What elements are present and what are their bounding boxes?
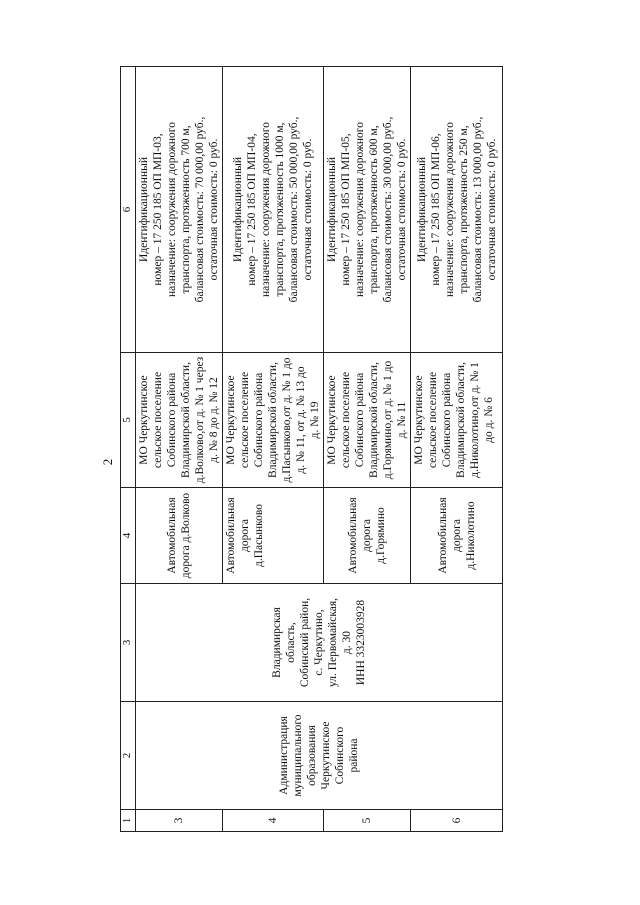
owner-address-cell: [136, 584, 503, 702]
object-name: Автомобильная дорога д.Николотино: [436, 497, 477, 574]
object-location: МО Черкутинское сельское поселение Собинского района Владимирской области, д.Николотино,от д. № 1 до д. № 6: [413, 362, 496, 478]
owner-name: Администрация муниципального образования Черкутинское Собинского района: [278, 714, 361, 797]
object-name-cell: [411, 488, 503, 584]
column-header-5: 5: [121, 353, 136, 488]
object-description: Идентификационный номер – 17 250 185 ОП МП-03, назначение: сооружения дорожного транспорта, протяженность 700 м, балансовая стоимость: 70 000,00 руб., остаточная стоимость: 0 руб.: [138, 116, 221, 303]
column-header-1: 1: [121, 810, 136, 832]
object-name-cell: [324, 488, 411, 584]
object-location-cell: [411, 353, 503, 488]
row-number: 5: [324, 810, 411, 832]
owner-name-cell: [136, 702, 503, 810]
object-description: Идентификационный номер – 17 250 185 ОП МП-06, назначение: сооружения дорожного транспорта, протяженность 250 м, балансовая стоимость: 13 000,00 руб., остаточная стоимость: 0 руб.: [415, 116, 498, 303]
object-name: Автомобильная дорога д.Пасынково: [225, 497, 266, 574]
row-number: 3: [136, 810, 223, 832]
property-register-table: [120, 67, 498, 832]
column-header-6: 6: [121, 67, 136, 353]
column-number-row: [121, 67, 136, 832]
owner-address: Владимирская область, Собинский район, с. Черкутино, ул. Первомайская, д. 30 ИНН 3323003928: [271, 597, 368, 688]
column-header-3: 3: [121, 584, 136, 702]
object-description-cell: [136, 67, 223, 353]
object-location: МО Черкутинское сельское поселение Собинского района Владимирской области, д.Горямино,от д. № 1 до д. № 11: [326, 360, 409, 480]
object-description: Идентификационный номер – 17 250 185 ОП МП-05, назначение: сооружения дорожного транспорта, протяженность 600 м, балансовая стоимость: 30 000,00 руб., остаточная стоимость: 0 руб.: [326, 116, 409, 303]
object-description-cell: [411, 67, 503, 353]
page-number: 2: [100, 458, 115, 466]
object-location: МО Черкутинское сельское поселение Собинского района Владимирской области, д.Волково,от д. № 1 через д. № 8 до д. № 12: [138, 356, 221, 484]
object-name: Автомобильная дорога д.Горямино: [347, 497, 388, 574]
object-location-cell: [136, 353, 223, 488]
object-location-cell: [223, 353, 324, 488]
table-row-3: [136, 67, 223, 832]
object-name-cell: [223, 488, 324, 584]
object-name-cell: [136, 488, 223, 584]
object-location-cell: [324, 353, 411, 488]
column-header-2: 2: [121, 702, 136, 810]
register-table: [120, 66, 503, 832]
object-description-cell: [223, 67, 324, 353]
column-header-4: 4: [121, 488, 136, 584]
object-name: Автомобильная дорога д.Волково: [166, 492, 193, 579]
row-number: 4: [223, 810, 324, 832]
row-number: 6: [411, 810, 503, 832]
object-description-cell: [324, 67, 411, 353]
object-location: МО Черкутинское сельское поселение Собинского района Владимирской области, д.Пасынково,от д. № 1 до д. № 11, от д. № 13 до д. № 19: [225, 357, 322, 483]
object-description: Идентификационный номер – 17 250 185 ОП МП-04, назначение: сооружения дорожного транспорта, протяженность 1000 м, балансовая стоимость: 50 000,00 руб., остаточная стоимость: 0 руб.: [232, 116, 315, 303]
